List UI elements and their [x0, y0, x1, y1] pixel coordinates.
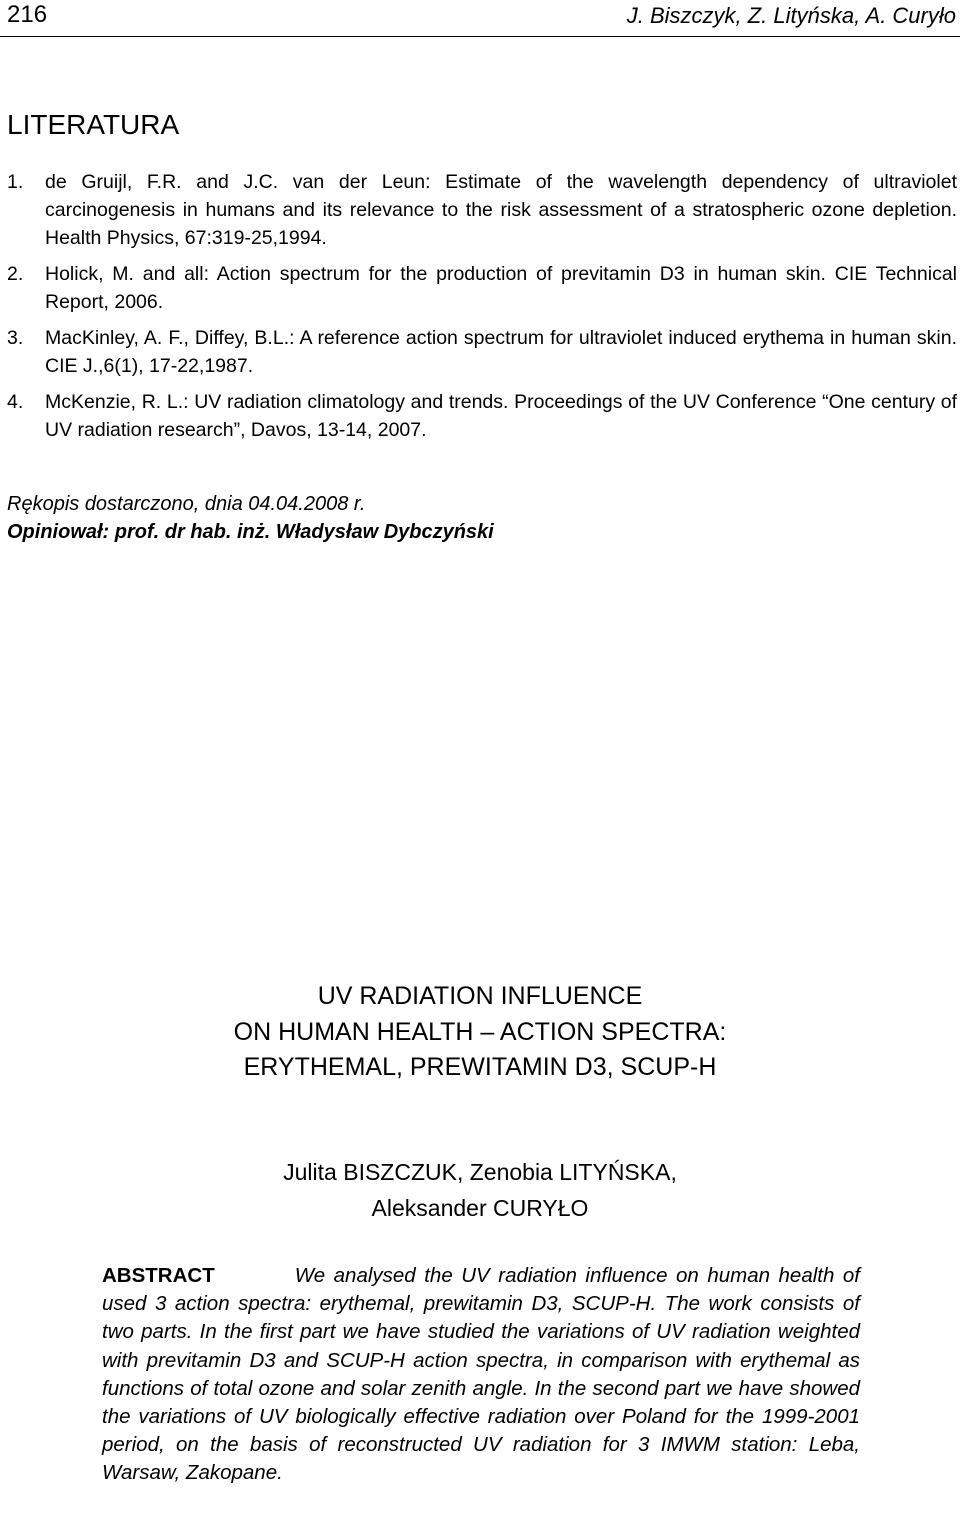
- manuscript-info: [7, 490, 494, 546]
- page-header: [0, 0, 960, 37]
- reference-list: [7, 168, 957, 452]
- received-date: Rękopis dostarczono, dnia 04.04.2008 r.: [7, 493, 366, 515]
- english-title-line: ERYTHEMAL, PREWITAMIN D3, SCUP-H: [243, 1053, 717, 1081]
- reference-text: de Gruijl, F.R. and J.C. van der Leun: Estimate of the wavelength dependency of ultraviolet carcinogenesis in humans and its relevance to the risk assessment of a stratospheric ozone depletion. Health Physics, 67:319-25,1994.: [45, 171, 957, 249]
- authors: [0, 1155, 960, 1226]
- reference-text: Holick, M. and all: Action spectrum for the production of previtamin D3 in human skin. CIE Technical Report, 2006.: [45, 263, 957, 313]
- english-title-line: UV RADIATION INFLUENCE: [317, 982, 643, 1010]
- reference-number: 1.: [7, 171, 24, 193]
- reference-item: [7, 324, 957, 380]
- running-head: J. Biszczyk, Z. Lityńska, A. Curyło: [626, 3, 956, 28]
- reference-item: [7, 260, 957, 316]
- reference-item: [7, 168, 957, 252]
- english-title-line: ON HUMAN HEALTH – ACTION SPECTRA:: [233, 1017, 727, 1046]
- authors-line: Julita BISZCZUK, Zenobia LITYŃSKA,: [283, 1159, 677, 1185]
- reference-item: [7, 388, 957, 444]
- reference-number: 2.: [7, 263, 24, 285]
- reference-text: MacKinley, A. F., Diffey, B.L.: A reference action spectrum for ultraviolet induced erythema in human skin. CIE J.,6(1), 17-22,1987.: [45, 327, 957, 377]
- reference-number: 3.: [7, 327, 24, 349]
- authors-line: Aleksander CURYŁO: [371, 1194, 589, 1221]
- reviewer: Opiniował: prof. dr hab. inż. Władysław Dybczyński: [7, 521, 494, 543]
- reference-number: 4.: [7, 391, 24, 413]
- english-title: [0, 979, 960, 1086]
- reference-text: McKenzie, R. L.: UV radiation climatology and trends. Proceedings of the UV Conference “One century of UV radiation research”, Davos, 13-14, 2007.: [45, 391, 957, 441]
- abstract-label: ABSTRACT: [102, 1264, 215, 1287]
- references-title: LITERATURA: [7, 109, 180, 140]
- abstract-text: We analysed the UV radiation influence on human health of used 3 action spectra: erythemal, prewitamin D3, SCUP-H. The work consists of two parts. In the first part we have studied the variations of UV radiation weighted with previtamin D3 and SCUP-H action spectra, in comparison with erythemal as functions of total ozone and solar zenith angle. In the second part we have showed the variations of UV biologically effective radiation over Poland for the 1999-2001 period, on the basis of reconstructed UV radiation for 3 IMWM station: Leba, Warsaw, Zakopane.: [102, 1264, 860, 1485]
- page-number: 216: [7, 1, 48, 28]
- abstract: [102, 1262, 860, 1488]
